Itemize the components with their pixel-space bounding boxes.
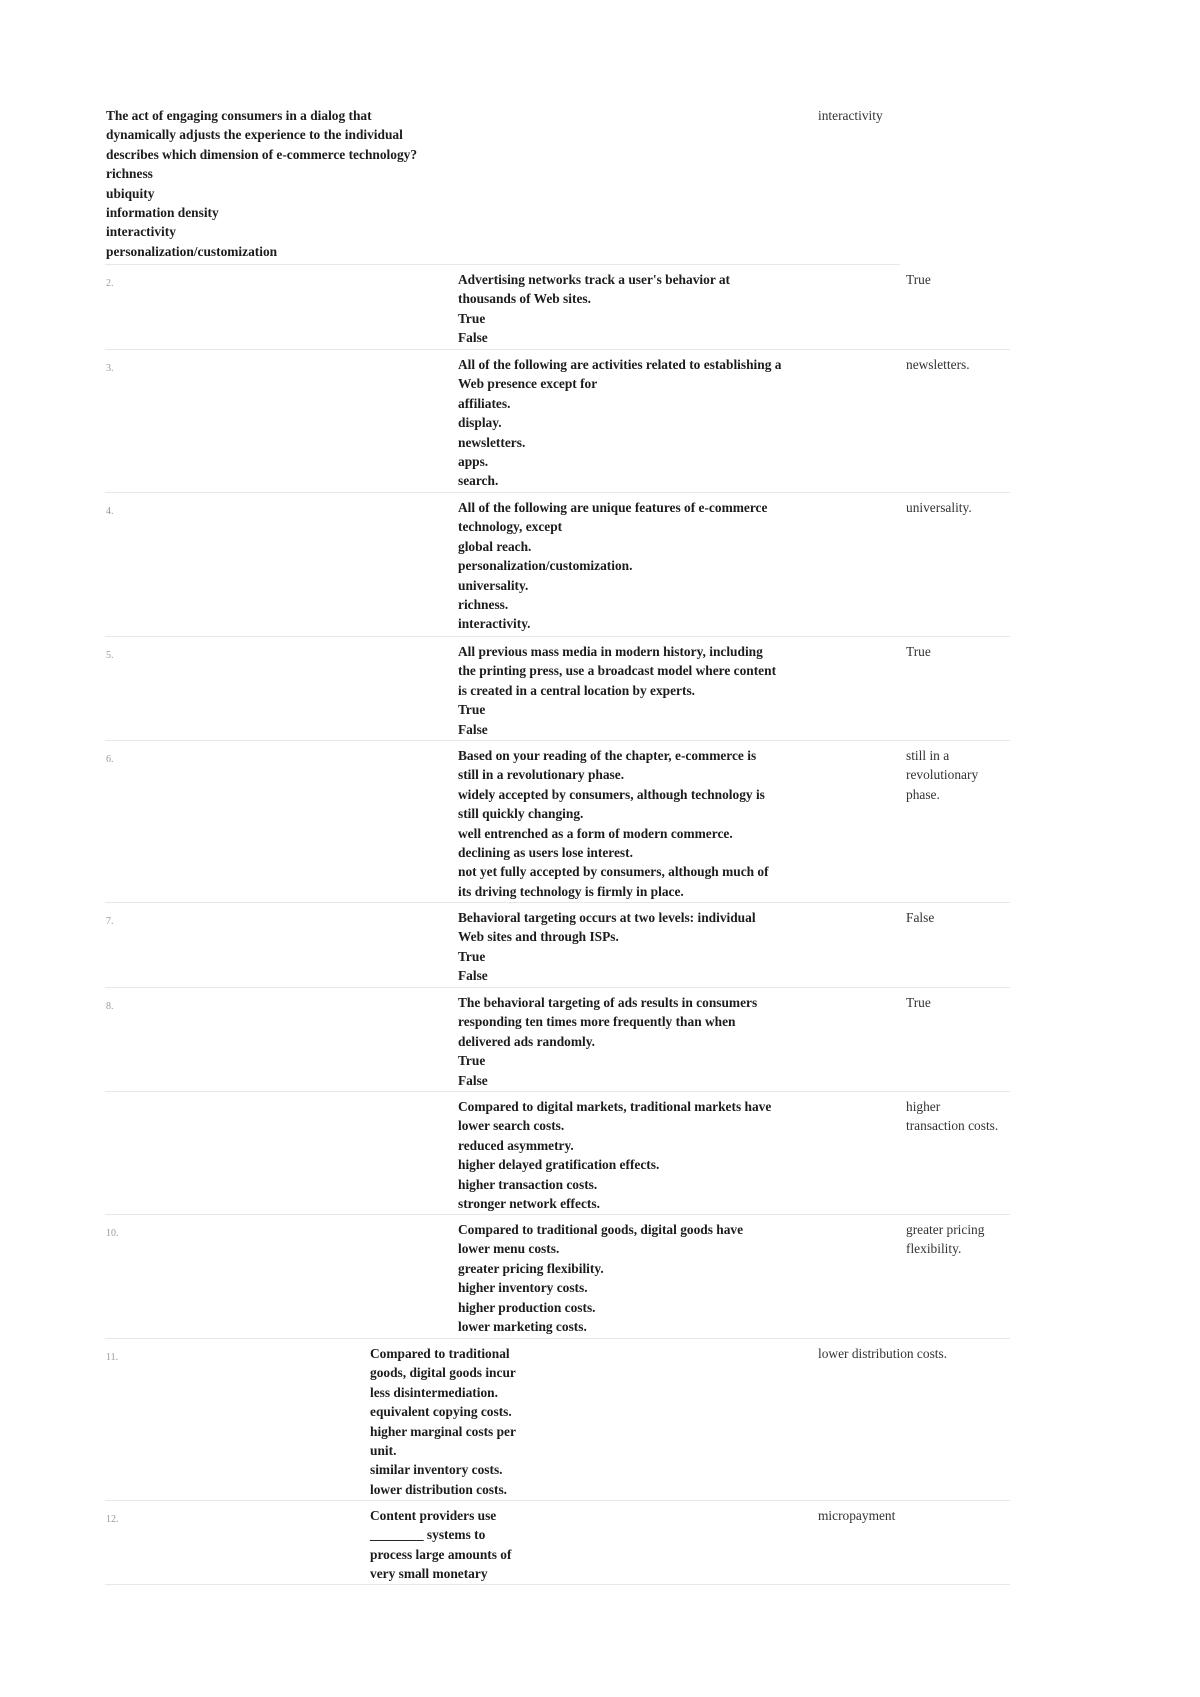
question-line: is created in a central location by experts.: [458, 682, 696, 698]
answer-line: universality.: [906, 500, 972, 515]
question-text: [458, 993, 757, 1090]
question-line: information density: [106, 205, 219, 221]
question-line: lower menu costs.: [458, 1241, 560, 1257]
question-line: affiliates.: [458, 395, 511, 411]
question-number: 11.: [106, 1352, 119, 1363]
question-line: technology, except: [458, 519, 563, 535]
question-line: thousands of Web sites.: [458, 291, 591, 307]
question-line: apps.: [458, 454, 489, 470]
answer-line: micropayment: [818, 1508, 896, 1523]
question-line: equivalent copying costs.: [370, 1404, 512, 1420]
answer-text: [906, 270, 931, 289]
question-line: higher marginal costs per: [370, 1423, 516, 1439]
question-text: [458, 642, 776, 739]
question-line: reduced asymmetry.: [458, 1137, 574, 1153]
question-line: The act of engaging consumers in a dialog that: [106, 108, 372, 123]
question-line: higher delayed gratification effects.: [458, 1157, 660, 1173]
answer-text: [906, 498, 972, 517]
question-line: lower distribution costs.: [370, 1481, 508, 1497]
question-line: False: [458, 721, 488, 737]
answer-line: greater pricing: [906, 1222, 985, 1237]
question-number: 4.: [106, 506, 114, 517]
answer-line: still in a: [906, 748, 950, 763]
question-number: 8.: [106, 1001, 114, 1012]
question-number: 12.: [106, 1514, 119, 1525]
answer-line: phase.: [906, 786, 940, 802]
question-line: universality.: [458, 577, 529, 593]
question-line: higher transaction costs.: [458, 1176, 598, 1192]
answer-text: [906, 1220, 984, 1259]
question-line: Web presence except for: [458, 376, 598, 392]
question-line: declining as users lose interest.: [458, 845, 633, 861]
question-line: All of the following are unique features of e-commerce: [458, 500, 768, 515]
question-line: unit.: [370, 1443, 397, 1459]
question-line: ubiquity: [106, 185, 155, 201]
answer-line: flexibility.: [906, 1241, 962, 1257]
question-line: False: [458, 1072, 488, 1088]
answer-line: interactivity: [818, 108, 883, 123]
question-line: True: [458, 1053, 486, 1069]
question-line: False: [458, 968, 488, 984]
question-line: widely accepted by consumers, although technology is: [458, 786, 765, 802]
question-text: [458, 355, 781, 491]
question-text: [458, 1097, 771, 1213]
answer-line: True: [906, 272, 931, 287]
question-line: very small monetary: [370, 1566, 488, 1582]
answer-text: [818, 106, 883, 125]
answer-line: higher: [906, 1099, 941, 1114]
question-line: newsletters.: [458, 434, 526, 450]
answer-text: [906, 355, 970, 374]
answer-text: [906, 993, 931, 1012]
question-line: similar inventory costs.: [370, 1462, 503, 1478]
question-line: dynamically adjusts the experience to the individual: [106, 127, 403, 143]
question-line: stronger network effects.: [458, 1196, 600, 1212]
question-text: [106, 106, 417, 261]
answer-text: [906, 1097, 998, 1136]
question-text: [458, 908, 756, 986]
question-line: True: [458, 702, 486, 718]
question-number: 10.: [106, 1228, 119, 1239]
question-line: responding ten times more frequently than when: [458, 1014, 736, 1030]
question-line: global reach.: [458, 538, 532, 554]
question-line: All of the following are activities related to establishing a: [458, 357, 782, 372]
question-line: interactivity.: [458, 616, 531, 632]
question-line: richness: [106, 166, 153, 182]
question-line: less disintermediation.: [370, 1384, 498, 1400]
question-line: describes which dimension of e-commerce technology?: [106, 146, 418, 162]
question-number: 6.: [106, 754, 114, 765]
question-line: Compared to digital markets, traditional markets have: [458, 1099, 772, 1114]
question-line: process large amounts of: [370, 1546, 512, 1562]
answer-text: [906, 642, 931, 661]
question-line: still in a revolutionary phase.: [458, 767, 625, 783]
question-line: True: [458, 948, 486, 964]
question-line: Web sites and through ISPs.: [458, 929, 619, 945]
answer-text: [818, 1506, 895, 1525]
answer-line: newsletters.: [906, 357, 970, 372]
answer-text: [818, 1344, 947, 1363]
question-line: the printing press, use a broadcast model where content: [458, 663, 777, 679]
question-line: personalization/customization.: [458, 558, 633, 574]
question-line: personalization/customization: [106, 243, 278, 259]
question-line: well entrenched as a form of modern commerce.: [458, 825, 733, 841]
question-line: lower search costs.: [458, 1118, 565, 1134]
question-line: lower marketing costs.: [458, 1319, 587, 1335]
question-line: Advertising networks track a user's behavior at: [458, 272, 731, 287]
answer-text: [906, 746, 978, 804]
question-line: higher inventory costs.: [458, 1280, 588, 1296]
question-line: ________ systems to: [370, 1527, 486, 1543]
question-line: Compared to traditional: [370, 1346, 510, 1361]
answer-line: True: [906, 644, 931, 659]
question-text: [458, 498, 767, 634]
question-line: richness.: [458, 597, 509, 613]
question-text: [458, 746, 769, 901]
question-line: Content providers use: [370, 1508, 497, 1523]
question-line: interactivity: [106, 224, 176, 240]
question-line: its driving technology is firmly in place.: [458, 883, 684, 899]
question-text: [458, 1220, 743, 1336]
answer-line: transaction costs.: [906, 1118, 999, 1134]
question-line: Based on your reading of the chapter, e-commerce is: [458, 748, 757, 763]
answer-line: True: [906, 995, 931, 1010]
question-line: still quickly changing.: [458, 806, 584, 822]
question-number: 2.: [106, 278, 114, 289]
answer-line: False: [906, 910, 935, 925]
question-number: 3.: [106, 363, 114, 374]
question-number: 5.: [106, 650, 114, 661]
question-line: Compared to traditional goods, digital goods have: [458, 1222, 744, 1237]
question-text: [370, 1344, 516, 1499]
answer-line: lower distribution costs.: [818, 1346, 948, 1361]
question-line: greater pricing flexibility.: [458, 1260, 604, 1276]
question-line: All previous mass media in modern history, including: [458, 644, 763, 659]
question-line: Behavioral targeting occurs at two levels: individual: [458, 910, 756, 925]
question-line: The behavioral targeting of ads results in consumers: [458, 995, 758, 1010]
answer-text: [906, 908, 934, 927]
answer-line: revolutionary: [906, 767, 979, 783]
question-text: [458, 270, 730, 348]
question-text: [370, 1506, 511, 1584]
question-line: goods, digital goods incur: [370, 1365, 516, 1381]
question-line: not yet fully accepted by consumers, although much of: [458, 864, 769, 880]
question-line: False: [458, 330, 488, 346]
question-line: display.: [458, 415, 502, 431]
question-line: higher production costs.: [458, 1299, 596, 1315]
question-line: search.: [458, 473, 499, 489]
question-number: 7.: [106, 916, 114, 927]
question-line: True: [458, 310, 486, 326]
question-line: delivered ads randomly.: [458, 1033, 596, 1049]
